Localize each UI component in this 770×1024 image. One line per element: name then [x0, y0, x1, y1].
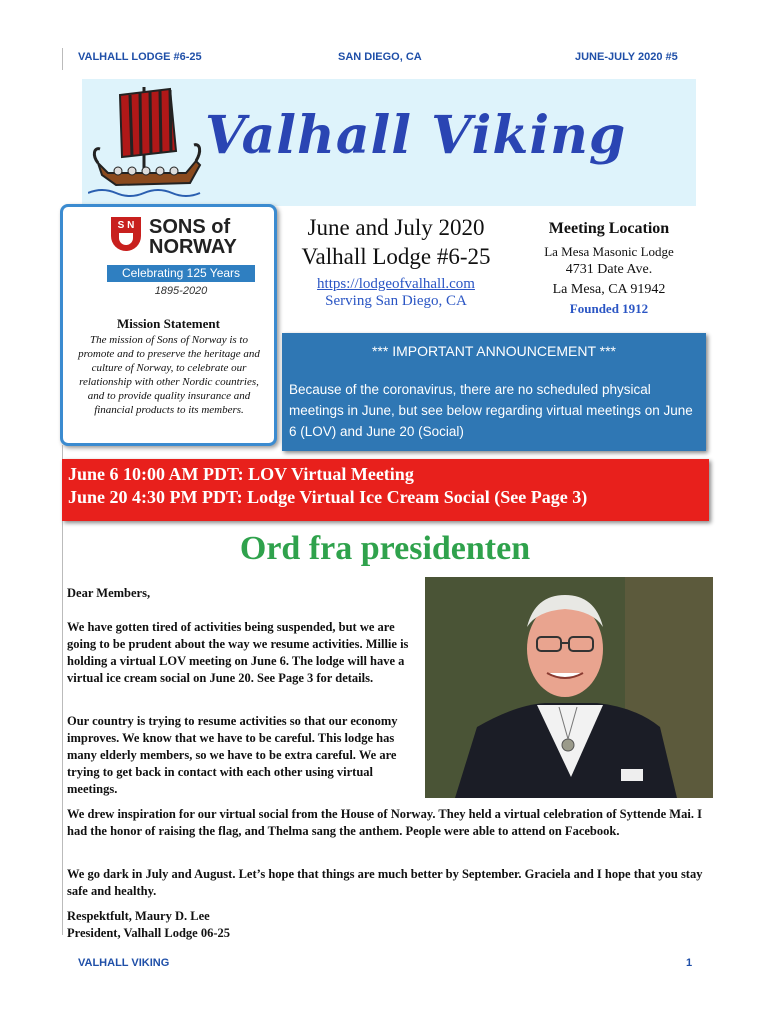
viking-ship-icon [88, 81, 204, 205]
article-greeting: Dear Members, [67, 586, 151, 600]
president-photo [425, 577, 713, 798]
article-paragraph-4: We go dark in July and August. Let’s hope that things are much better by September. Graciela and I hope that you stay safe and healthy. [67, 867, 703, 898]
lodge-website-link[interactable]: https://lodgeofvalhall.com [317, 276, 475, 292]
emblem-letters: S N [117, 220, 135, 231]
mission-box [60, 204, 277, 446]
article-paragraph-3: We drew inspiration for our virtual social from the House of Norway. They held a virtual celebration of Syttende Mai. I had the honor of raising the flag, and Thelma sang the anthem. People were able to attend on Facebook. [67, 807, 702, 838]
article-paragraph-2: Our country is trying to resume activities so that our economy improves. We know that we have to be careful. This lodge has many elderly members, so we have to be extra careful. We are trying to get back in contact with each other using virtual meetings. [67, 714, 398, 796]
signature-line-2: President, Valhall Lodge 06-25 [67, 926, 230, 940]
mission-body: The mission of Sons of Norway is to promote and to preserve the heritage and culture of Norway, to celebrate our relationship with other Nordic countries, and to provide quality insurance and financial products to its members. [78, 334, 260, 416]
logo-norway: NORWAY [149, 236, 237, 258]
article-heading: Ord fra presidenten [239, 530, 531, 567]
logo-years: 1895-2020 [154, 285, 208, 297]
masthead-banner [82, 79, 696, 206]
signature-line-1: Respektfult, Maury D. Lee [67, 909, 210, 923]
header-lodge: VALHALL LODGE #6-25 [78, 51, 202, 63]
page-number: 1 [686, 957, 693, 969]
event-line-1: June 6 10:00 AM PDT: LOV Virtual Meeting [68, 464, 414, 484]
issue-lodge: Valhall Lodge #6-25 [301, 244, 491, 269]
announcement-title: *** IMPORTANT ANNOUNCEMENT *** [371, 343, 616, 359]
meeting-city: La Mesa, CA 91942 [552, 282, 666, 297]
announcement-body: Because of the coronavirus, there are no scheduled physical meetings in June, but see below regarding virtual meetings on June 6 (LOV) and June 20 (Social) [289, 382, 693, 439]
header-issue: JUNE-JULY 2020 #5 [575, 51, 678, 63]
meeting-venue: La Mesa Masonic Lodge [544, 244, 674, 259]
announcement-box [282, 333, 706, 451]
header-location: SAN DIEGO, CA [338, 51, 422, 63]
logo-celebrating: Celebrating 125 Years [107, 265, 255, 282]
meeting-street: 4731 Date Ave. [565, 262, 653, 277]
event-line-2: June 20 4:30 PM PDT: Lodge Virtual Ice Cream Social (See Page 3) [68, 487, 588, 507]
logo-sons-of: SONS of [149, 216, 231, 238]
president-portrait-image [425, 577, 713, 798]
events-banner [62, 459, 709, 521]
footer-title: VALHALL VIKING [78, 957, 170, 969]
mission-title: Mission Statement [117, 316, 220, 331]
masthead-title: Valhall Viking [205, 105, 627, 166]
issue-date: June and July 2020 [307, 215, 485, 240]
left-margin-rule [62, 48, 63, 70]
issue-serving: Serving San Diego, CA [325, 293, 467, 309]
meeting-title: Meeting Location [548, 220, 670, 237]
issue-block [282, 214, 510, 310]
sons-of-norway-emblem-icon [111, 217, 141, 251]
meeting-location-block [520, 220, 698, 317]
article-paragraph-1: We have gotten tired of activities being suspended, but we are going to be prudent about the way we resume activities. Millie is holding a virtual LOV meeting on June 6. The lodge will have a virtual ice cream social on June 20. See Page 3 for details. [67, 620, 409, 685]
meeting-founded: Founded 1912 [569, 301, 649, 316]
